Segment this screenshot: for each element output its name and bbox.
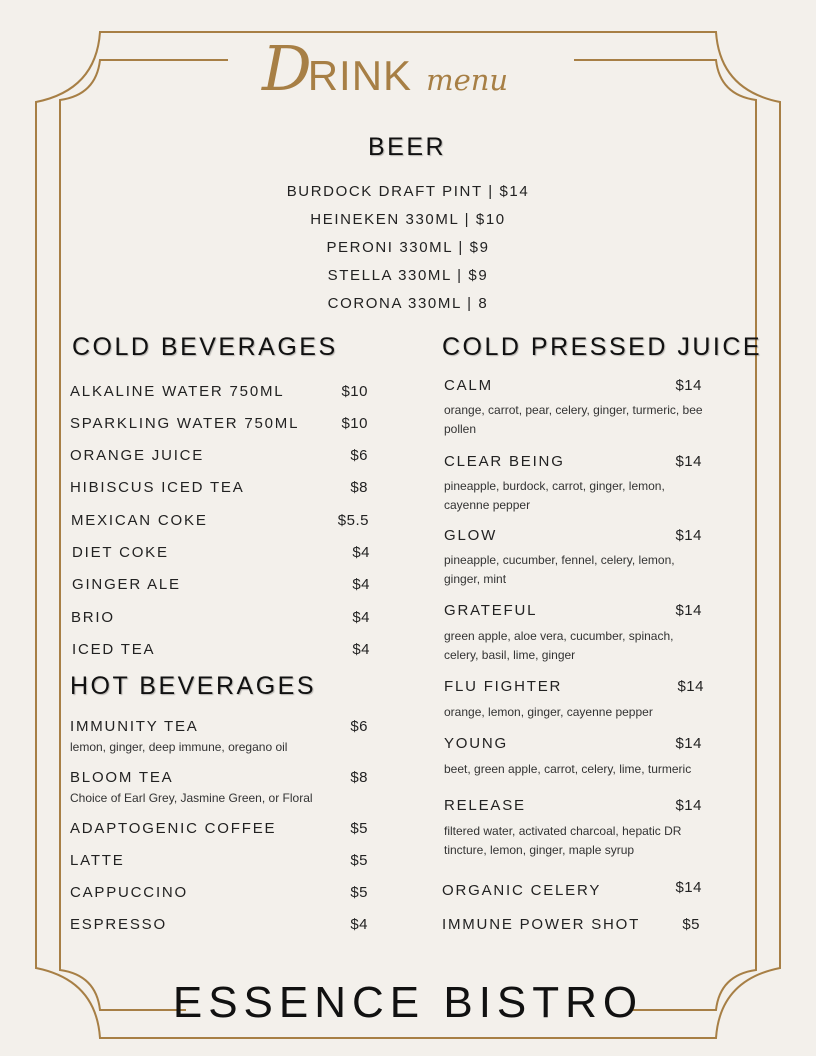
item-description: pineapple, burdock, carrot, ginger, lemon, cayenne pepper [444, 479, 665, 512]
item-price: $8 [350, 479, 368, 496]
menu-title [262, 32, 509, 108]
item-price: $4 [352, 544, 370, 561]
list-item [444, 678, 704, 695]
item-description: filtered water, activated charcoal, hepatic DR tincture, lemon, ginger, maple syrup [444, 824, 682, 857]
list-item [70, 916, 368, 933]
item-price: $10 [341, 415, 368, 432]
list-item [70, 447, 368, 464]
list-item [444, 453, 702, 470]
cold-beverages-heading: COLD BEVERAGES [72, 333, 338, 361]
item-price: $5 [350, 884, 368, 901]
item-price: $4 [352, 576, 370, 593]
list-item [70, 884, 368, 901]
item-name: FLU FIGHTER [444, 678, 563, 695]
item-description: orange, lemon, ginger, cayenne pepper [444, 705, 653, 719]
item-price: $14 [677, 678, 704, 695]
item-price: $4 [352, 641, 370, 658]
list-item [444, 735, 702, 752]
list-item: STELLA 330ML | $9 [327, 267, 489, 284]
item-name: CLEAR BEING [444, 453, 565, 470]
item-price: $14 [675, 377, 702, 394]
list-item: HEINEKEN 330ML | $10 [310, 211, 506, 228]
item-price: $14 [675, 879, 702, 896]
item-name: LATTE [70, 852, 125, 869]
item-name: HIBISCUS ICED TEA [70, 479, 245, 496]
item-price: $14 [675, 735, 702, 752]
item-name: BRIO [71, 609, 115, 626]
item-price: $14 [675, 602, 702, 619]
item-name: RELEASE [444, 797, 526, 814]
list-item: BURDOCK DRAFT PINT | $14 [286, 183, 530, 200]
list-item [72, 641, 370, 658]
list-item [70, 820, 368, 837]
item-price: $14 [675, 797, 702, 814]
item-name: IMMUNE POWER SHOT [442, 916, 641, 933]
list-item [444, 527, 702, 544]
item-price: $14 [675, 527, 702, 544]
item-price: $5 [350, 820, 368, 837]
beer-list [208, 180, 608, 320]
item-description: green apple, aloe vera, cucumber, spinach, celery, basil, lime, ginger [444, 629, 674, 662]
item-price: $6 [350, 718, 368, 735]
list-item: PERONI 330ML | $9 [326, 239, 490, 256]
list-item [442, 879, 702, 899]
item-name: ORANGE JUICE [70, 447, 205, 464]
item-name: ADAPTOGENIC COFFEE [70, 820, 277, 837]
list-item [70, 479, 368, 496]
item-price: $5 [350, 852, 368, 869]
item-description: beet, green apple, carrot, celery, lime, turmeric [444, 762, 692, 776]
list-item [70, 718, 368, 735]
list-item [71, 512, 369, 529]
list-item [444, 797, 702, 814]
list-item [70, 769, 368, 786]
item-price: $6 [350, 447, 368, 464]
title-initial: D [262, 32, 312, 105]
item-name: MEXICAN COKE [71, 512, 208, 529]
item-name: ICED TEA [72, 641, 156, 658]
list-item [442, 916, 700, 933]
item-price: $8 [350, 769, 368, 786]
item-name: CAPPUCCINO [70, 884, 189, 901]
cold-pressed-juice-heading: COLD PRESSED JUICE [442, 333, 763, 361]
item-name: ESPRESSO [70, 916, 167, 933]
item-name: GINGER ALE [72, 576, 181, 593]
item-price: $10 [341, 383, 368, 400]
title-script: menu [426, 63, 509, 97]
item-price: $5 [682, 916, 700, 933]
item-name: GRATEFUL [444, 602, 538, 619]
list-item [444, 377, 702, 394]
item-price: $4 [350, 916, 368, 933]
item-description: pineapple, cucumber, fennel, celery, lemon, ginger, mint [444, 553, 675, 586]
item-name: IMMUNITY TEA [70, 718, 199, 735]
item-description: Choice of Earl Grey, Jasmine Green, or Floral [70, 791, 313, 805]
list-item [72, 576, 370, 593]
item-description: lemon, ginger, deep immune, oregano oil [70, 740, 288, 754]
list-item [72, 544, 370, 561]
hot-beverages-heading: HOT BEVERAGES [70, 672, 316, 700]
item-name: CALM [444, 377, 493, 394]
list-item [71, 609, 370, 626]
item-name: YOUNG [444, 735, 509, 752]
item-name: BLOOM TEA [70, 769, 174, 786]
item-name: DIET COKE [72, 544, 169, 561]
item-price: $14 [675, 453, 702, 470]
item-price: $4 [352, 609, 370, 626]
list-item [70, 852, 368, 869]
list-item [444, 602, 702, 619]
title-rest: RINK [307, 52, 413, 99]
list-item: CORONA 330ML | 8 [327, 295, 489, 312]
item-name: ORGANIC CELERY [442, 882, 602, 899]
list-item [70, 415, 368, 432]
item-price: $5.5 [337, 512, 369, 529]
item-name: SPARKLING WATER 750ML [70, 415, 300, 432]
item-name: ALKALINE WATER 750ML [70, 383, 285, 400]
item-description: orange, carrot, pear, celery, ginger, turmeric, bee pollen [444, 403, 703, 436]
list-item [70, 383, 368, 400]
restaurant-name: ESSENCE BISTRO [172, 978, 644, 1027]
beer-heading: BEER [368, 133, 447, 161]
item-name: GLOW [444, 527, 498, 544]
